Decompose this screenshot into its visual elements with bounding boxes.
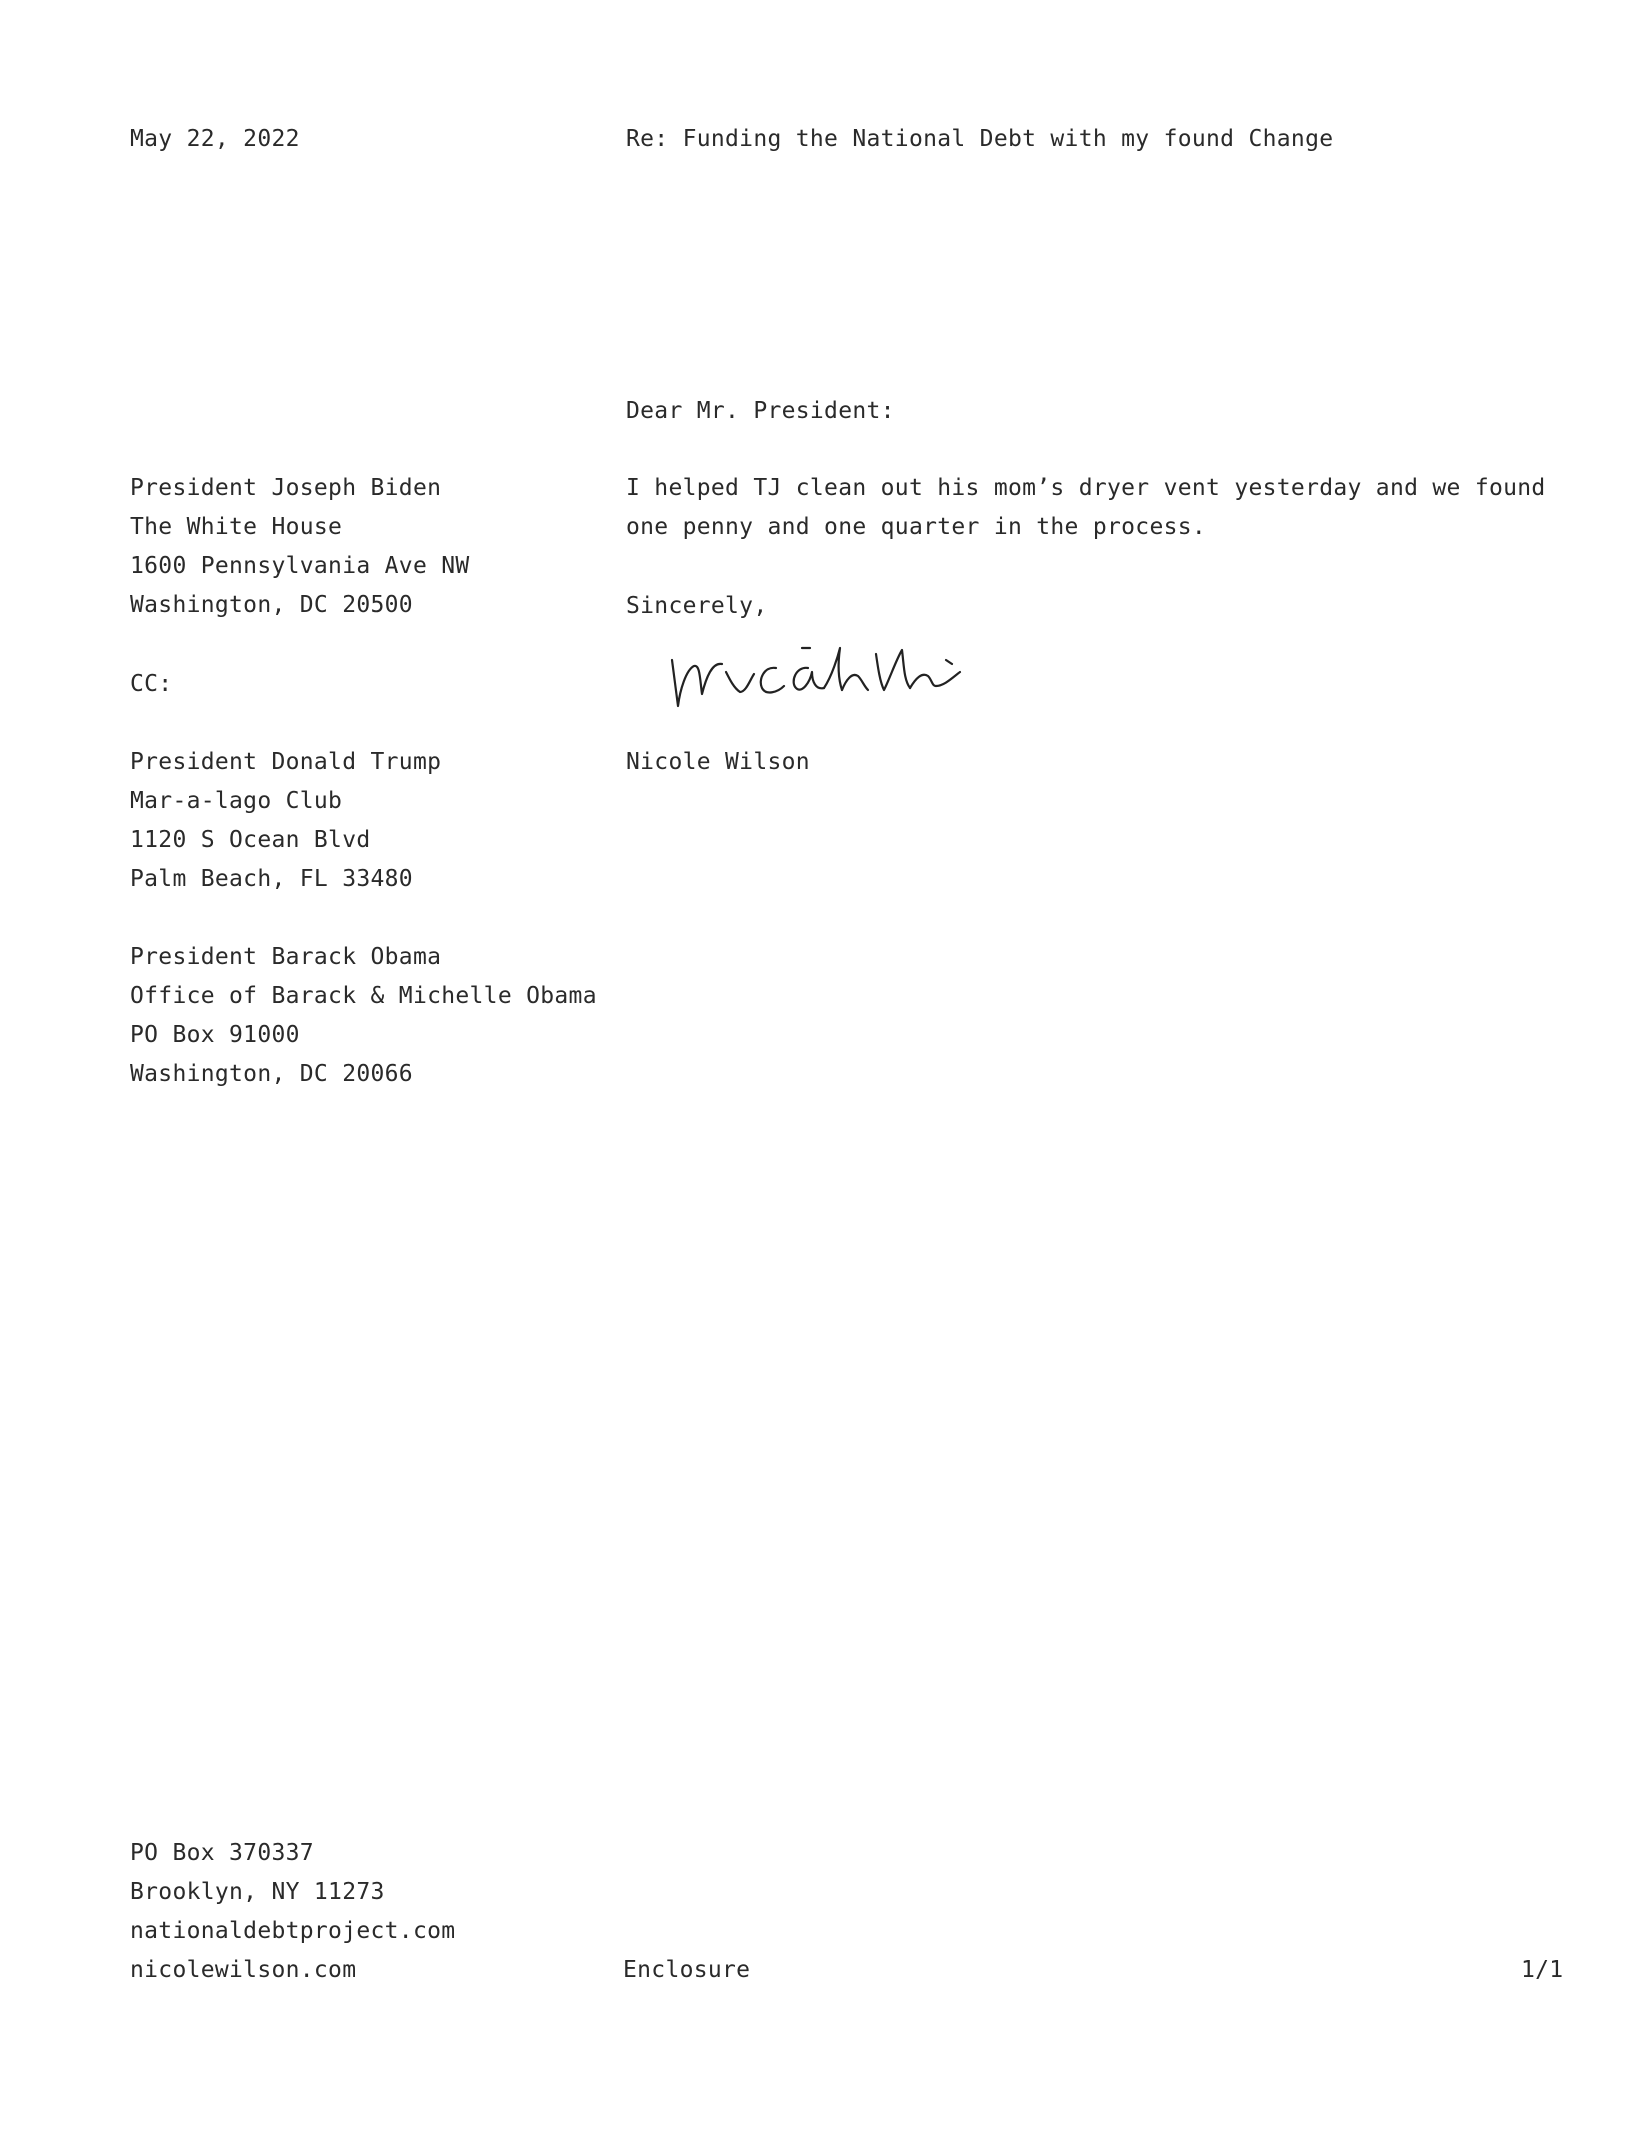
salutation: Dear Mr. President: — [626, 398, 895, 424]
cc-street: 1120 S Ocean Blvd — [130, 827, 371, 853]
sender-po-box: PO Box 370337 — [130, 1840, 314, 1866]
page-number: 1/1 — [1521, 1957, 1564, 1983]
body-line: I helped TJ clean out his mom’s dryer vent yesterday and we found — [626, 475, 1546, 501]
recipient-address — [130, 469, 470, 625]
closing: Sincerely, — [626, 593, 768, 619]
letter-subject: Re: Funding the National Debt with my found Change — [626, 126, 1334, 152]
cc-city: Palm Beach, FL 33480 — [130, 866, 413, 892]
handwritten-signature — [660, 620, 1000, 720]
sender-website: nicolewilson.com — [130, 1957, 357, 1983]
recipient-city: Washington, DC 20500 — [130, 592, 413, 618]
sender-address — [130, 1834, 455, 1990]
cc-label: CC: — [130, 671, 173, 697]
recipient-street: 1600 Pennsylvania Ave NW — [130, 553, 470, 579]
letter-body — [626, 469, 1566, 547]
letter-date: May 22, 2022 — [130, 126, 300, 152]
cc-organization: Mar-a-lago Club — [130, 788, 343, 814]
cc-address-obama — [130, 938, 597, 1094]
sender-city: Brooklyn, NY 11273 — [130, 1879, 385, 1905]
body-line: one penny and one quarter in the process. — [626, 514, 1207, 540]
cc-name: President Donald Trump — [130, 749, 442, 775]
cc-organization: Office of Barack & Michelle Obama — [130, 983, 597, 1009]
cc-address-trump — [130, 743, 441, 899]
recipient-name: President Joseph Biden — [130, 475, 442, 501]
recipient-organization: The White House — [130, 514, 343, 540]
cc-street: PO Box 91000 — [130, 1022, 300, 1048]
sender-website: nationaldebtproject.com — [130, 1918, 456, 1944]
signer-name: Nicole Wilson — [626, 749, 810, 775]
cc-city: Washington, DC 20066 — [130, 1061, 413, 1087]
cc-name: President Barack Obama — [130, 944, 442, 970]
enclosure-note: Enclosure — [623, 1957, 751, 1983]
